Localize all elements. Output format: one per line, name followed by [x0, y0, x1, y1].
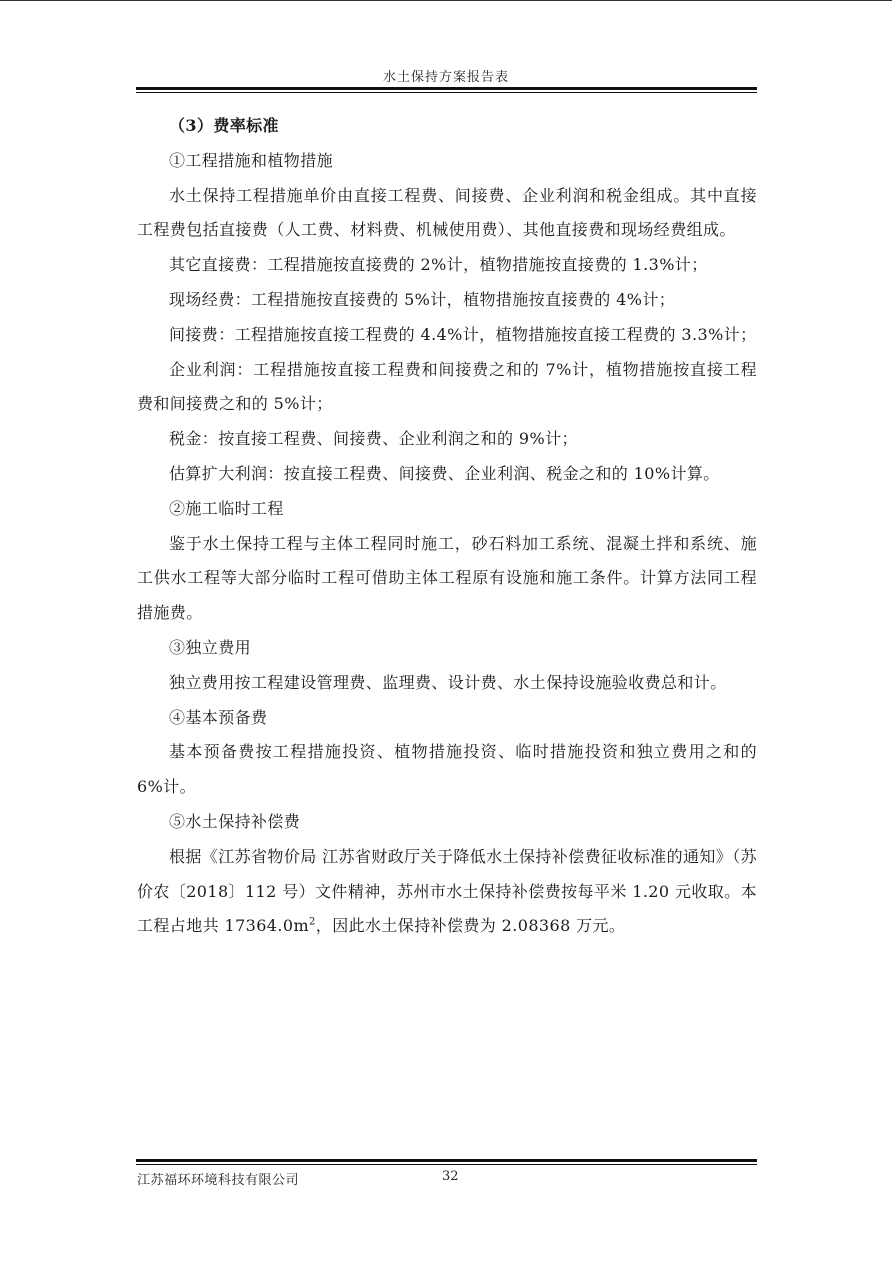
- footer-company: 江苏福环环境科技有限公司: [137, 1173, 300, 1188]
- paragraph: ④基本预备费: [169, 707, 268, 727]
- header-rule-thin: [136, 92, 757, 93]
- page-top-border: [0, 0, 892, 1]
- document-body: [137, 109, 757, 944]
- paragraph: 基本预备费按工程措施投资、植物措施投资、临时措施投资和独立费用之和的 6%计。: [137, 742, 757, 797]
- paragraph: 现场经费：工程措施按直接费的 5%计，植物措施按直接费的 4%计；: [169, 289, 676, 309]
- paragraph: 企业利润：工程措施按直接工程费和间接费之和的 7%计，植物措施按直接工程费和间接费之和的 5%计；: [137, 359, 757, 414]
- paragraph-text: 根据《江苏省物价局 江苏省财政厅关于降低水土保持补偿费征收标准的通知》（苏价农〔2018〕112 号）文件精神，苏州市水土保持补偿费按每平米 1.20 元收取。本工程占地共 17364.0m: [137, 846, 757, 936]
- superscript: 2: [309, 917, 316, 928]
- paragraph: ③独立费用: [169, 637, 252, 657]
- paragraph: ①工程措施和植物措施: [169, 150, 334, 170]
- paragraph: ②施工临时工程: [169, 498, 284, 518]
- paragraph: 鉴于水土保持工程与主体工程同时施工，砂石料加工系统、混凝土拌和系统、施工供水工程等大部分临时工程可借助主体工程原有设施和施工条件。计算方法同工程措施费。: [137, 533, 757, 623]
- paragraph-compensation-fee: [137, 840, 757, 944]
- footer-rule-thin: [136, 1164, 757, 1165]
- page-number: 32: [442, 1169, 459, 1184]
- paragraph: ⑤水土保持补偿费: [169, 811, 301, 831]
- paragraph: 间接费：工程措施按直接工程费的 4.4%计，植物措施按直接工程费的 3.3%计；: [169, 324, 757, 344]
- paragraph-text: ，因此水土保持补偿费为 2.08368 万元。: [315, 916, 626, 936]
- header-rule-thick: [136, 87, 757, 90]
- paragraph: 税金：按直接工程费、间接费、企业利润之和的 9%计；: [169, 429, 578, 449]
- paragraph: 水土保持工程措施单价由直接工程费、间接费、企业利润和税金组成。其中直接工程费包括直接费（人工费、材料费、机械使用费）、其他直接费和现场经费组成。: [137, 185, 757, 240]
- section-heading: （3）费率标准: [169, 116, 279, 135]
- paragraph: 估算扩大利润：按直接工程费、间接费、企业利润、税金之和的 10%计算。: [169, 463, 720, 483]
- footer-rule-thick: [136, 1159, 757, 1162]
- page-header-title: 水土保持方案报告表: [382, 70, 509, 85]
- paragraph: 独立费用按工程建设管理费、监理费、设计费、水土保持设施验收费总和计。: [169, 672, 727, 692]
- paragraph: 其它直接费：工程措施按直接费的 2%计，植物措施按直接费的 1.3%计；: [169, 255, 708, 275]
